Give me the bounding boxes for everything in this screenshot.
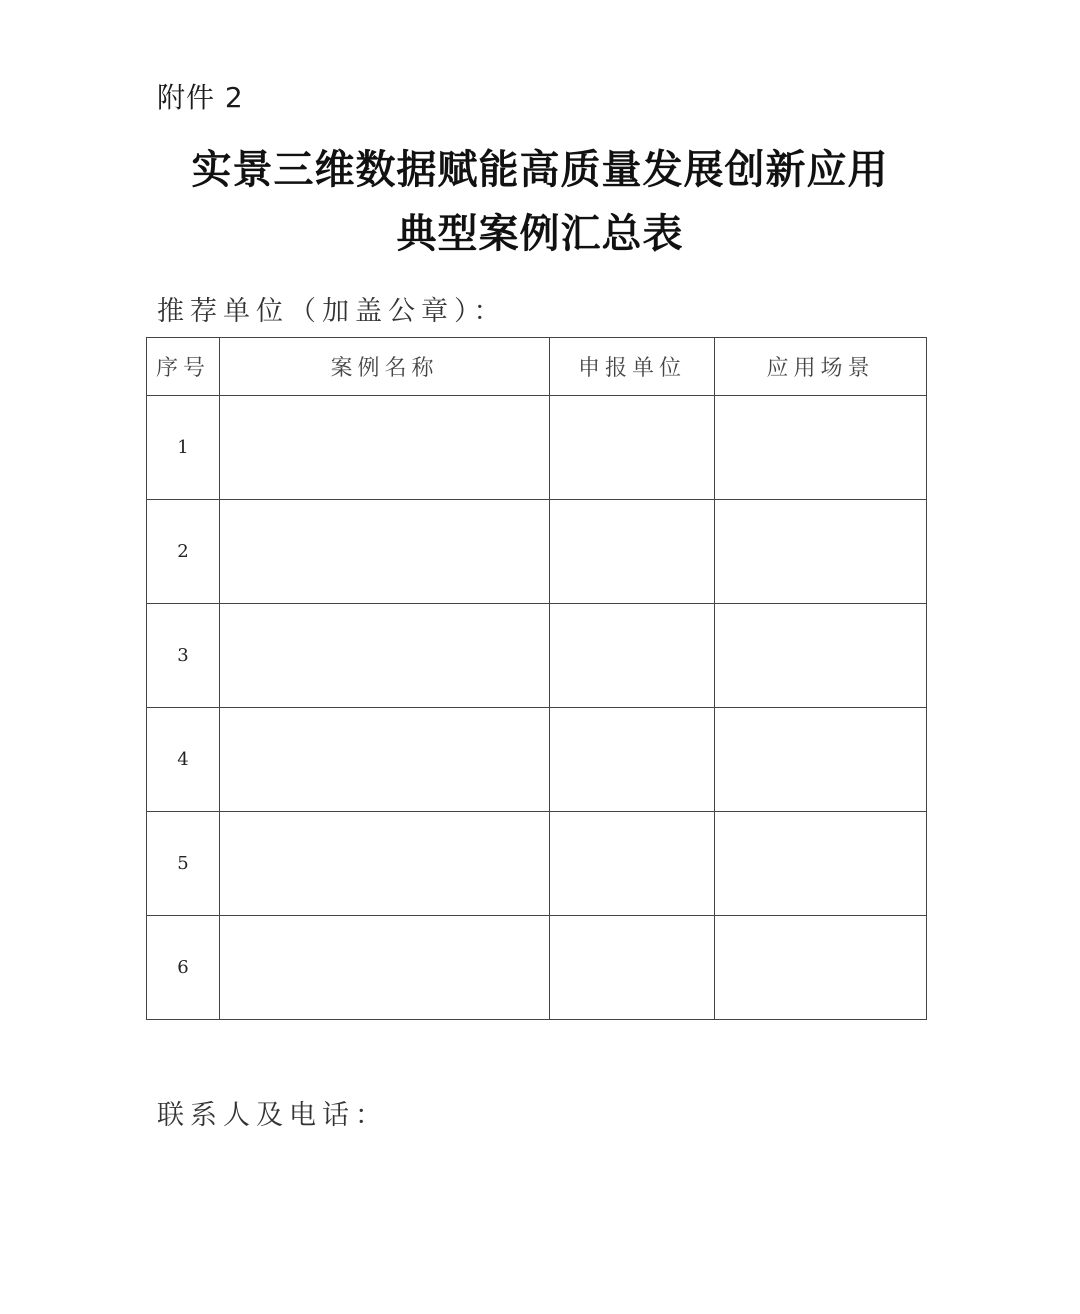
row-index: 4 [147,708,220,812]
column-header-applicant: 申报单位 [550,338,715,396]
table-row [147,916,927,1020]
case-summary-table [146,337,927,1020]
recommender-label: 推荐单位（加盖公章）： [157,296,507,327]
case-name-cell[interactable] [220,812,550,916]
row-index: 1 [147,396,220,500]
row-index: 2 [147,500,220,604]
document-title-line1: 实景三维数据赋能高质量发展创新应用 [191,147,889,193]
scenario-cell[interactable] [715,500,927,604]
table-row [147,604,927,708]
column-header-case-name: 案例名称 [220,338,550,396]
applicant-cell[interactable] [550,916,715,1020]
table-row [147,396,927,500]
case-name-cell[interactable] [220,500,550,604]
applicant-cell[interactable] [550,812,715,916]
applicant-cell[interactable] [550,396,715,500]
applicant-cell[interactable] [550,604,715,708]
attachment-label: 附件 2 [157,81,244,114]
scenario-cell[interactable] [715,604,927,708]
scenario-cell[interactable] [715,396,927,500]
case-name-cell[interactable] [220,708,550,812]
row-index: 6 [147,916,220,1020]
table-row [147,708,927,812]
row-index: 3 [147,604,220,708]
table-row [147,812,927,916]
column-header-scenario: 应用场景 [715,338,927,396]
column-header-index: 序号 [147,338,220,396]
applicant-cell[interactable] [550,708,715,812]
scenario-cell[interactable] [715,916,927,1020]
contact-label: 联系人及电话： [157,1100,388,1131]
row-index: 5 [147,812,220,916]
scenario-cell[interactable] [715,708,927,812]
applicant-cell[interactable] [550,500,715,604]
table-row [147,500,927,604]
case-name-cell[interactable] [220,916,550,1020]
case-name-cell[interactable] [220,396,550,500]
case-name-cell[interactable] [220,604,550,708]
table-header-row [147,338,927,396]
scenario-cell[interactable] [715,812,927,916]
document-title-line2: 典型案例汇总表 [396,211,684,257]
